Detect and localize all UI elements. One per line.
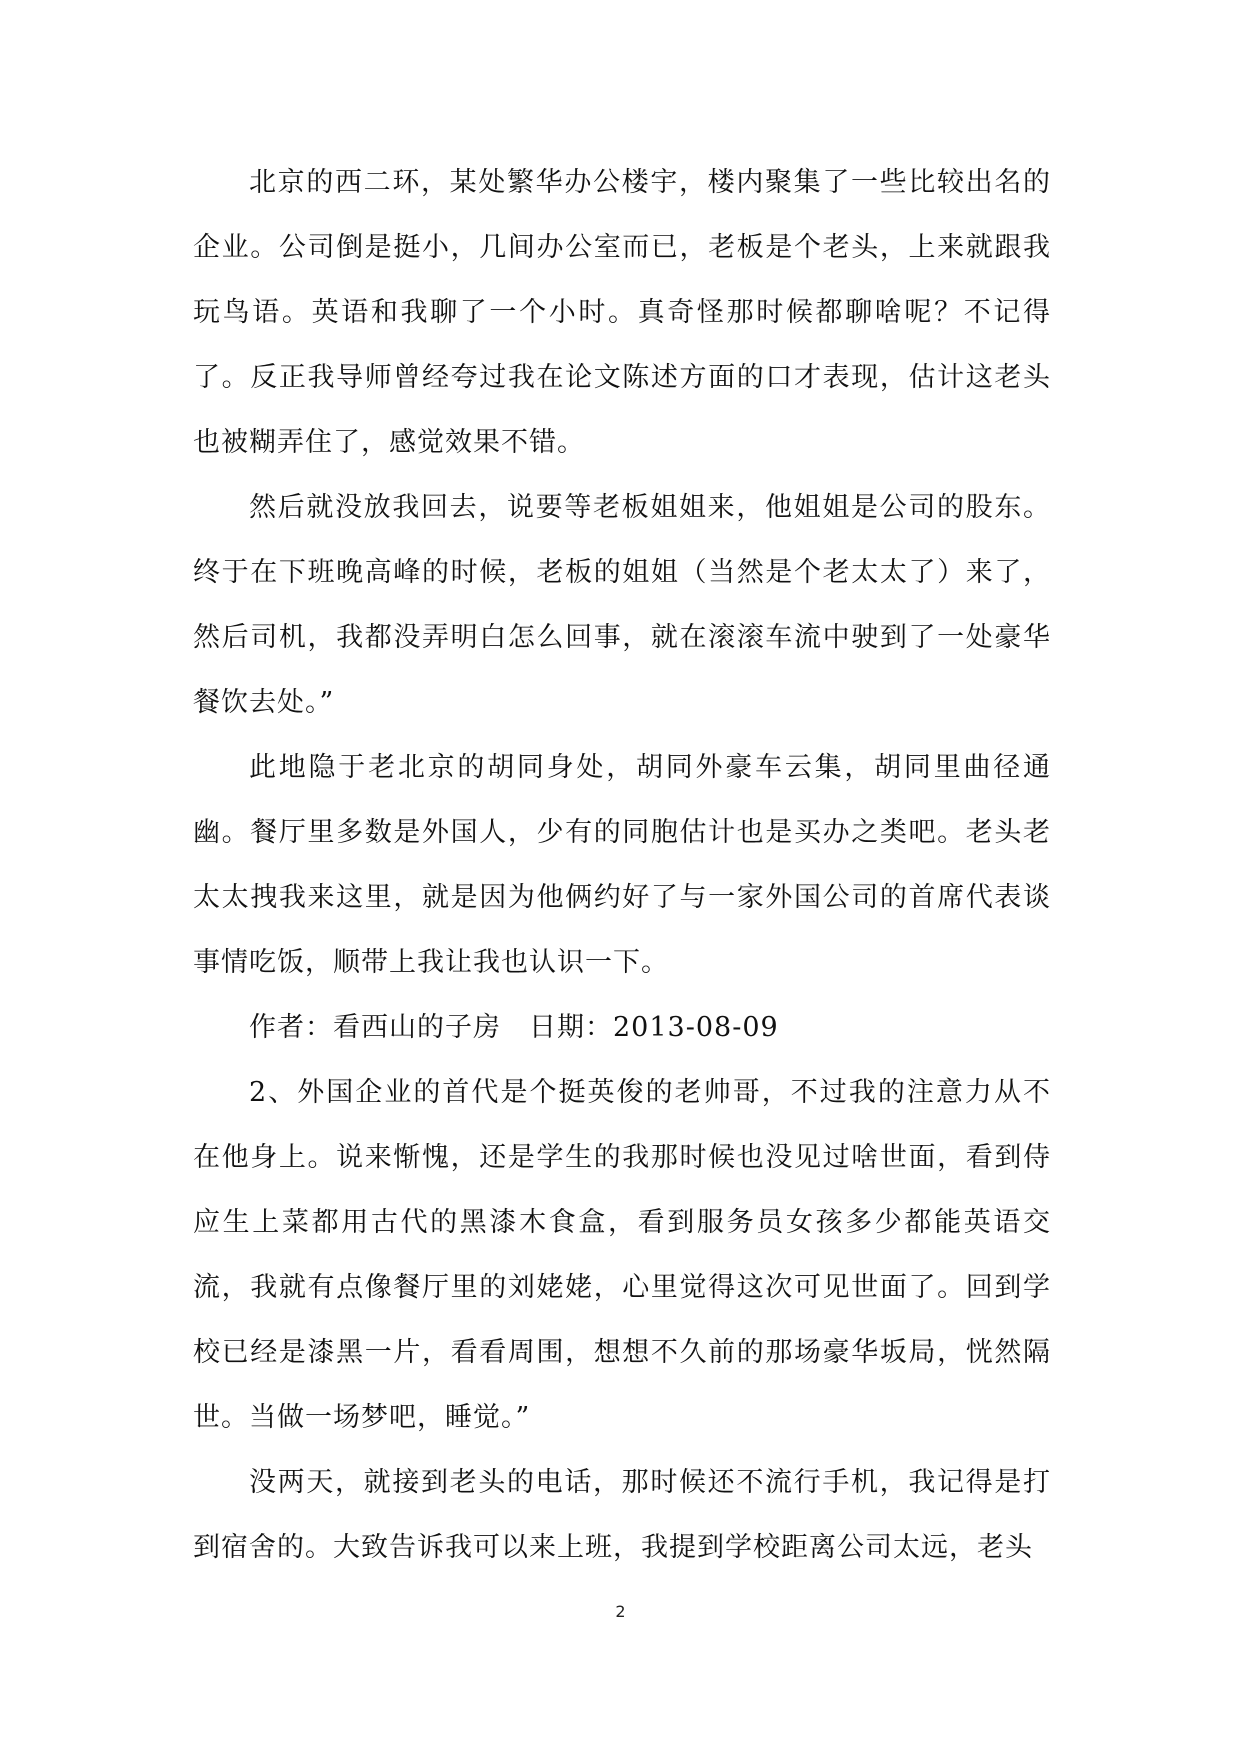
paragraph-1: 北京的西二环，某处繁华办公楼宇，楼内聚集了一些比较出名的企业。公司倒是挺小，几间办公室而已，老板是个老头，上来就跟我玩鸟语。英语和我聊了一个小时。真奇怪那时候都聊啥呢？不记得了。反正我导师曾经夸过我在论文陈述方面的口才表现，估计这老头也被糊弄住了，感觉效果不错。 <box>193 167 1051 458</box>
paragraph-2: 然后就没放我回去，说要等老板姐姐来，他姐姐是公司的股东。终于在下班晚高峰的时候，老板的姐姐（当然是个老太太了）来了，然后司机，我都没弄明白怎么回事，就在滚滚车流中驶到了一处豪华餐饮去处。” <box>193 492 1051 718</box>
paragraph-4: 2、外国企业的首代是个挺英俊的老帅哥，不过我的注意力从不在他身上。说来惭愧，还是学生的我那时候也没见过啥世面，看到侍应生上菜都用古代的黑漆木食盒，看到服务员女孩多少都能英语交流，我就有点像餐厅里的刘姥姥，心里觉得这次可见世面了。回到学校已经是漆黑一片，看看周围，想想不久前的那场豪华坂局，恍然隔世。当做一场梦吧，睡觉。” <box>193 1077 1051 1433</box>
page-number: 2 <box>615 1602 626 1621</box>
author-date-line: 作者：看西山的子房 日期：2013-08-09 <box>249 1012 779 1043</box>
paragraph-3: 此地隐于老北京的胡同身处，胡同外豪车云集，胡同里曲径通幽。餐厅里多数是外国人，少有的同胞估计也是买办之类吧。老头老太太拽我来这里，就是因为他俩约好了与一家外国公司的首席代表谈事情吃饭，顺带上我让我也认识一下。 <box>193 752 1051 978</box>
paragraph-5: 没两天，就接到老头的电话，那时候还不流行手机，我记得是打到宿舍的。大致告诉我可以来上班，我提到学校距离公司太远，老头 <box>193 1467 1051 1563</box>
document-body <box>193 150 1051 1580</box>
